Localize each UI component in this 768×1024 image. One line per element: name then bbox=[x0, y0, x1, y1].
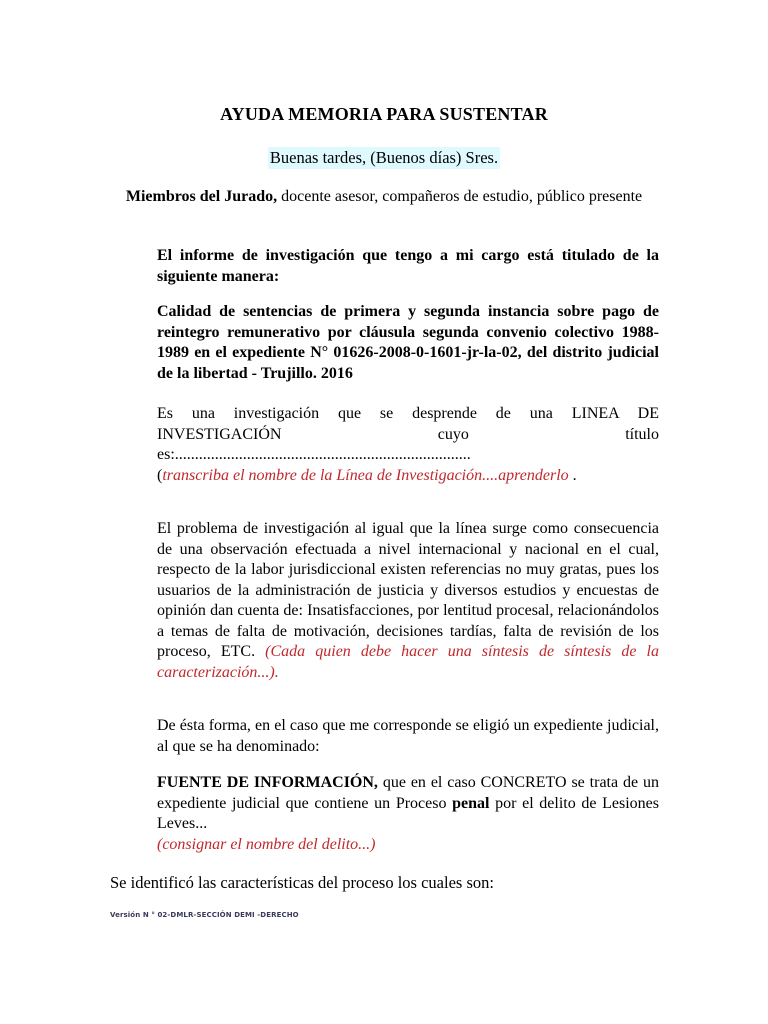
intro-paragraph: El informe de investigación que tengo a mi cargo está titulado de la siguiente manera: bbox=[157, 247, 659, 285]
document-title: AYUDA MEMORIA PARA SUSTENTAR bbox=[220, 104, 548, 124]
source-note: (consignar el nombre del delito...) bbox=[157, 835, 376, 853]
research-line-paragraph bbox=[157, 404, 659, 486]
research-line-word-2: cuyo bbox=[437, 425, 469, 443]
research-line-3: es:.......................................................................... bbox=[157, 446, 471, 463]
source-label: FUENTE DE INFORMACIÓN, bbox=[157, 774, 378, 791]
source-text-2: por el delito de Lesiones Leves... bbox=[157, 794, 659, 832]
research-line-word-3: título bbox=[625, 425, 659, 443]
addressees-rest: docente asesor, compañeros de estudio, público presente bbox=[277, 188, 643, 205]
problem-text: El problema de investigación al igual que la línea surge como consecuencia de una observación efectuada a nivel internacional y nacional en el cual, respecto de la labor jurisdiccional existen referencias no muy gratas, pues los usuarios de la administración de justicia y diversos estudios y encuestas de opinión dan cuenta de: Insatisfacciones, por lentitud procesal, relacionándolos a temas de falta de motivación, decisiones tardías, falta de revisión de los proceso, ETC. bbox=[157, 520, 659, 660]
addressees bbox=[110, 187, 658, 207]
problem-note: (Cada quien debe hacer una síntesis de síntesis de la caracterización...). bbox=[157, 643, 660, 681]
addressees-jury: Miembros del Jurado, bbox=[125, 188, 278, 205]
research-line-trailing: . bbox=[568, 466, 577, 484]
footer-version: Versión N ° 02-DMLR-SECCIÓN DEMI -DERECHO bbox=[110, 911, 299, 919]
open-paren: ( bbox=[157, 466, 163, 484]
source-penal: penal bbox=[452, 794, 490, 812]
research-line-note: transcriba el nombre de la Línea de Investigación....aprenderlo bbox=[162, 466, 569, 484]
source-text-1: que en el caso CONCRETO se trata de un expediente judicial que contiene un Proceso bbox=[157, 774, 659, 812]
greeting-text: Buenas tardes, (Buenos días) Sres. bbox=[269, 148, 499, 167]
source-paragraph bbox=[157, 773, 659, 855]
closing-line: Se identificó las características del proceso los cuales son: bbox=[110, 873, 494, 892]
research-line-2 bbox=[157, 425, 659, 446]
thesis-title: Calidad de sentencias de primera y segunda instancia sobre pago de reintegro remunerativo por cláusula segunda convenio colectivo 1988-1989 en el expediente N° 01626-2008-0-1601-jr-la-02, del distrito judicial de la libertad - Trujillo. 2016 bbox=[157, 303, 659, 382]
research-line-word-1: INVESTIGACIÓN bbox=[157, 425, 282, 443]
case-paragraph: De ésta forma, en el caso que me corresponde se eligió un expediente judicial, al que se ha denominado: bbox=[157, 717, 659, 755]
research-line-4 bbox=[157, 466, 659, 487]
research-line-1 bbox=[157, 404, 659, 425]
research-line-text-1: Es una investigación que se desprende de una LINEA DE bbox=[157, 405, 659, 422]
problem-paragraph bbox=[157, 519, 659, 683]
greeting-row bbox=[0, 147, 768, 169]
